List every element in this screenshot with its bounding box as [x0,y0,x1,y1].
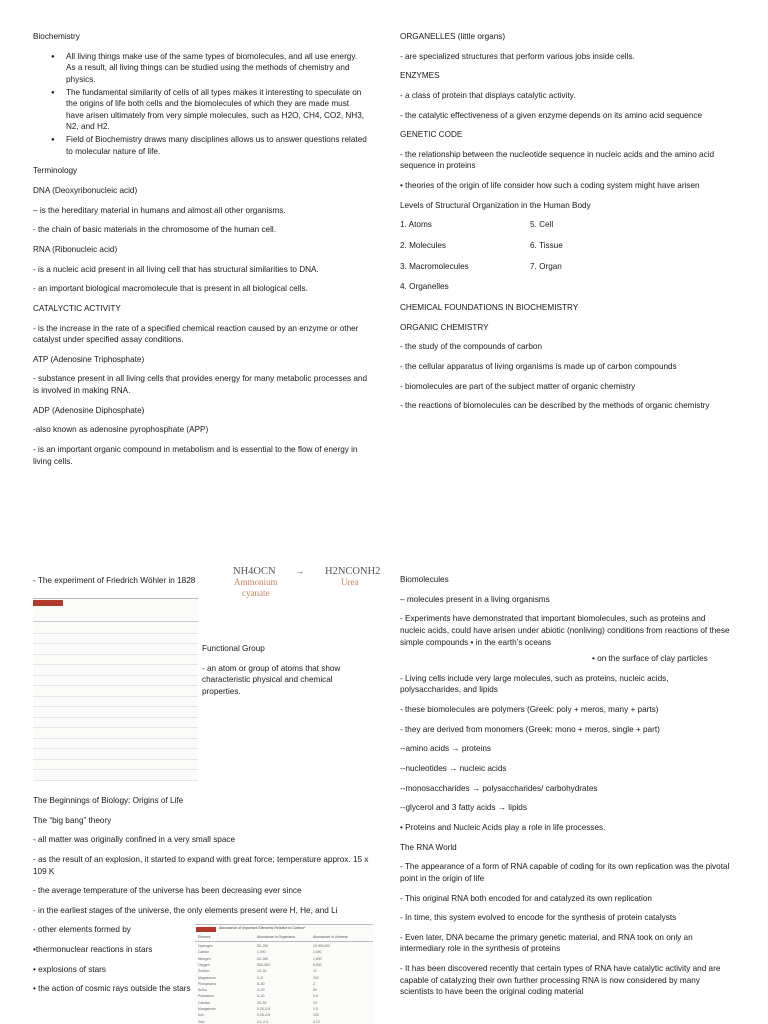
paragraph: - In time, this system evolved to encode for the synthesis of protein catalysts [400,913,677,923]
table-cell: 5,000 [313,962,322,967]
table-row [33,644,198,655]
table-cell: Magnesium [198,975,216,980]
table-row [195,994,373,1000]
table-cell: 60–300 [257,956,269,961]
paragraph: • theories of the origin of life consider how such a coding system might have arisen [400,181,700,191]
paragraph: - the reactions of biomolecules can be described by the methods of organic chemistry [400,401,710,411]
table-cell: Calcium [198,1000,211,1005]
big-bang-heading: The “big bang” theory [33,815,112,825]
table-row [33,686,198,697]
table-row [33,749,198,760]
paragraph: - other elements formed by [33,925,131,935]
right-column-top [400,31,720,420]
list-item: 7. Organ [530,261,562,271]
table-cell: 100 [313,1013,319,1018]
paragraph: --amino acids → proteins [400,744,492,754]
wohler-experiment: - The experiment of Friedrich Wöhler in 1828 [33,576,196,585]
table-cell: 500–800 [257,962,271,967]
paragraph: – is the hereditary material in humans and almost all other organisms. [33,205,286,215]
table-cell: 0.25–0.8 [257,1013,271,1018]
list-item: 5. Cell [530,220,554,230]
table-row [33,728,198,739]
atp-heading: ATP (Adenosine Triphosphate) [33,354,145,364]
table-label [196,927,216,932]
table-row [195,1020,373,1024]
table-row [33,655,198,666]
levels-heading: Levels of Structural Organization in the Human Body [400,200,591,210]
table-cell: Iron [198,1013,204,1018]
product-name: Urea [341,577,359,587]
table-cell: 10–30 [257,969,267,974]
list-item: 6. Tissue [530,241,563,251]
table-row [33,676,198,687]
functional-group-heading: Functional Group [202,644,265,653]
table-row [195,969,373,975]
paragraph: - the cellular apparatus of living organisms is made up of carbon compounds [400,361,677,371]
table-cell: 0.25–0.8 [257,1007,271,1011]
left-column-top [33,31,368,475]
table-cell: 12 [313,969,317,974]
table-cell: Phosphorus [198,981,217,986]
table-cell: 80 [313,988,317,993]
biomolecules-heading: Biomolecules [400,575,449,584]
origins-heading: The Beginnings of Biology: Origins of Life [33,796,184,805]
table-cell: Nitrogen [198,956,211,961]
paragraph: - the average temperature of the universe has been decreasing ever since [33,886,302,896]
paragraph: - It has been discovered recently that certain types of RNA have catalytic activity and are capable of catalyzing their own further processing RNA is now considered by many scientists to have been the original coding material [400,964,721,997]
paragraph: •thermonuclear reactions in stars [33,945,153,955]
catalytic-heading: CATALYCTIC ACTIVITY [33,303,121,313]
table-cell: 10 [313,1000,317,1005]
paragraph: --glycerol and 3 fatty acids → lipids [400,803,527,813]
paragraph: – molecules present in a living organisms [400,594,550,604]
paragraph: - an important biological macromolecule that is present in all biological cells. [33,284,308,294]
reaction-arrow: → [295,566,304,576]
product-formula: H2NCONH2 [325,566,381,577]
table-cell: Sulfur [198,988,207,993]
enzymes-heading: ENZYMES [400,71,440,81]
table-row [195,957,373,963]
paragraph: - these biomolecules are polymers (Greek: poly + meros, many + parts) [400,705,659,715]
table-cell: 80–250 [257,944,269,948]
reactant-name: Ammonium [234,577,278,587]
paragraph: - This original RNA both encoded for and catalyzed its own replication [400,893,652,903]
paragraph: - Living cells include very large molecules, such as proteins, nucleic acids, polysaccharides, and lipids [400,673,669,695]
list-item: 4. Organelles [400,282,449,292]
paragraph: - all matter was originally confined in a very small space [33,835,236,845]
table-cell: 8–50 [257,981,265,986]
adp-heading: ADP (Adenosine Diphosphate) [33,405,145,415]
right-column-bottom [400,574,730,1006]
paragraph: - the relationship between the nucleotide sequence in nucleic acids and the amino acid sequence in proteins [400,149,715,171]
paragraph: - is the increase in the rate of a specified chemical reaction caused by an enzyme or other catalyst under specified assay conditions. [33,323,359,345]
functional-group-block [202,643,372,706]
paragraph: --nucleotides → nucleic acids [400,764,507,774]
table-row [33,760,198,771]
table-cell: Carbon [198,950,210,955]
organelles-heading: ORGANELLES (little organs) [400,32,506,41]
paragraph: - as the result of an explosion, it started to expand with great force; temperature approx. 15 x 109 K [33,854,369,876]
table-cell: 0.6 [313,994,318,999]
table-row [195,963,373,969]
paragraph: - the study of the compounds of carbon [400,342,543,352]
paragraph: - substance present in all living cells that provides energy for many metabolic processes and is involved in making RNA. [33,374,368,396]
table-row [33,634,198,645]
table-row [33,770,198,781]
paragraph: - a class of protein that displays catalytic activity. [400,90,576,100]
table-cell: 2–8 [257,975,263,980]
table-cell: Zinc [198,1019,205,1024]
list-item: 1. Atoms [400,220,432,230]
paragraph: - they are derived from monomers (Greek: mono + meros, single + part) [400,724,660,734]
table-cell: Sodium [198,969,210,974]
section-title: Biochemistry [33,32,80,41]
paragraph: • the action of cosmic rays outside the stars [33,984,191,994]
table-header [33,608,198,622]
paragraph: - the catalytic effectiveness of a given enzyme depends on its amino acid sequence [400,110,703,120]
list-item [530,281,650,293]
table-cell: Manganese [198,1007,216,1011]
paragraph: - are specialized structures that perform various jobs inside cells. [400,51,635,61]
rna-heading: RNA (Ribonucleic acid) [33,244,118,254]
table-cell: 0.1–0.4 [257,1019,269,1024]
levels-list [400,219,720,293]
wohler-reaction-formula [233,565,381,605]
table-cell: 0.13 [313,1019,320,1024]
table-cell: 10,000,000 [313,944,330,948]
list-item: ● Field of Biochemistry draws many disciplines allows us to answer questions related to molecular nature of life. [66,134,368,157]
paragraph: - The appearance of a form of RNA capable of coding for its own replication was the pivotal point in the origin of life [400,862,730,883]
column-header: Abundance in Universe [313,935,349,939]
table-cell: 1,000 [313,950,322,955]
table-cell: Hydrogen [198,944,213,948]
terminology-heading: Terminology [33,166,78,176]
table-cell: 200 [313,975,319,980]
reactant-name-2: cyanate [242,588,270,598]
rna-world-heading: The RNA World [400,842,457,852]
table-cell: 6–40 [257,994,265,999]
table-row [33,718,198,729]
paragraph: • Proteins and Nucleic Acids play a role in life processes. [400,822,606,832]
table-row [33,697,198,708]
paragraph: - an atom or group of atoms that show characteristic physical and chemical properties. [202,663,341,696]
table-label [33,600,63,606]
table-cell: 1,600 [313,956,322,961]
table-cell: Potassium [198,994,214,999]
table-header [195,934,373,942]
reactant-formula: NH4OCN [233,566,276,577]
table-row [33,623,198,634]
list-item: 2. Molecules [400,241,446,251]
paragraph: - is an important organic compound in metabolism and is essential to the flow of energy in living cells. [33,445,358,466]
table-row [33,707,198,718]
table-row [195,950,373,956]
list-item: ● All living things make use of the same types of biomolecules, and all use energy. As a result, all living things can be studied using the methods of chemistry and physics. [66,51,368,86]
table-row [195,944,373,950]
chemical-foundations-heading: CHEMICAL FOUNDATIONS IN BIOCHEMISTRY [400,302,579,312]
functional-groups-table-image [33,598,198,780]
paragraph: - Experiments have demonstrated that important biomolecules, such as proteins and nucleic acids, could have arisen under abiotic (nonliving) conditions from reactions of these simple compounds • in the earth’s oceans [400,614,730,647]
table-cell: 25–50 [257,1000,267,1005]
paragraph: • on the surface of clay particles [592,654,708,664]
table-row [33,665,198,676]
column-header: Abundance in Organisms [257,935,296,939]
bullet-list [66,51,368,158]
paragraph: - is a nucleic acid present in all living cell that has structural similarities to DNA. [33,264,319,274]
table-row [195,976,373,982]
table-row [195,982,373,988]
genetic-code-heading: GENETIC CODE [400,130,463,140]
list-item: ● The fundamental similarity of cells of all types makes it interesting to speculate on the origins of life both cells and the biomolecules of which they are made must have arisen ultimately from very simple molecules, such as H2O, CH4, CO2, NH3, N2, and H2. [66,87,368,134]
table-caption: Abundance of Important Elements Relative to Carbon* [219,926,306,930]
table-cell: 3 [313,981,315,986]
paragraph: -also known as adenosine pyrophosphate (APP) [33,425,209,435]
column-header: Element [198,935,211,939]
paragraph: • explosions of stars [33,964,106,974]
list-item: 3. Macromolecules [400,261,469,271]
paragraph: - in the earliest stages of the universe, the only elements present were H, He, and Li [33,905,338,915]
table-cell: Oxygen [198,962,210,967]
paragraph: - Even later, DNA became the primary genetic material, and RNA took on only an intermediary role in the synthesis of proteins [400,932,693,954]
paragraph: - the chain of basic materials in the chromosome of the human cell. [33,225,277,235]
dna-heading: DNA (Deoxyribonucleic acid) [33,186,138,196]
table-cell: 1.0 [313,1007,318,1011]
table-row [195,1001,373,1007]
table-cell: 4–20 [257,988,265,993]
table-row [195,1007,373,1013]
element-abundance-table [195,924,373,1024]
organic-chemistry-heading: ORGANIC CHEMISTRY [400,322,489,332]
table-row [33,739,198,750]
table-cell: 1,000 [257,950,266,955]
paragraph: --monosaccharides → polysaccharides/ carbohydrates [400,783,598,793]
table-row [195,1013,373,1019]
table-row [195,988,373,994]
paragraph: - biomolecules are part of the subject matter of organic chemistry [400,381,636,391]
